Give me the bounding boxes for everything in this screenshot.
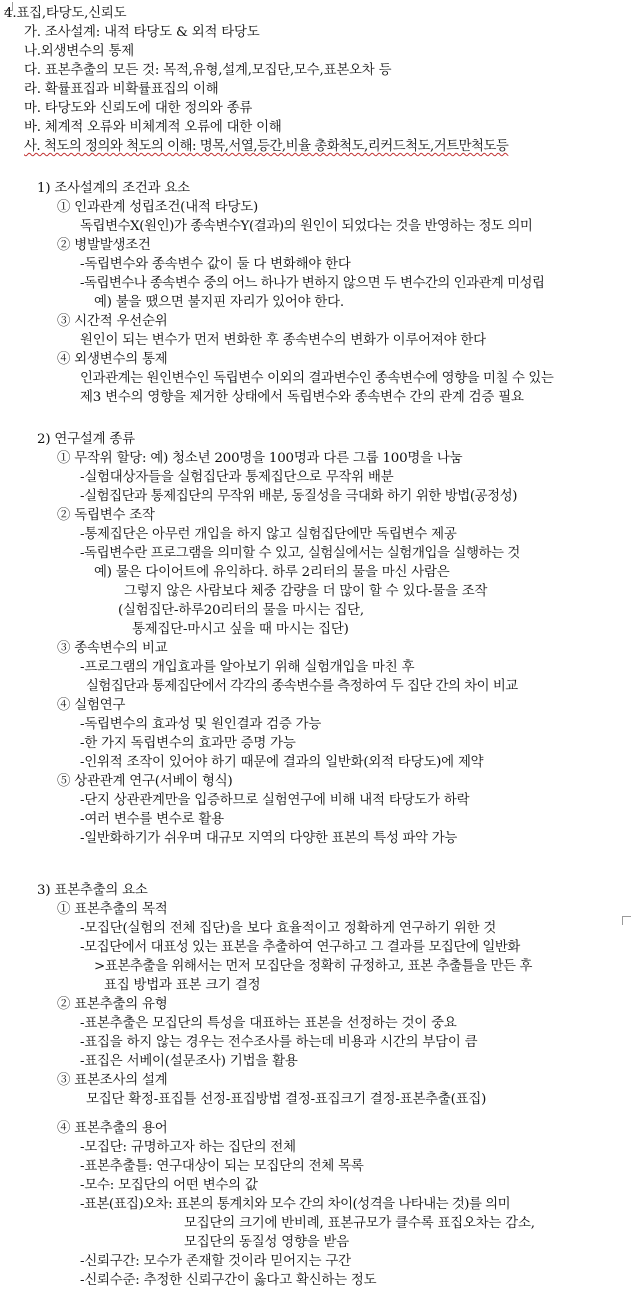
body-line: -표본(표집)오차: 표본의 통계치와 모수 간의 차이(성격을 나타내는 것)를 의미 xyxy=(80,1197,511,1212)
overview-item: 바. 체계적 오류와 비체계적 오류에 대한 이해 xyxy=(24,120,282,135)
overview-item: 마. 타당도와 신뢰도에 대한 정의와 종류 xyxy=(24,101,253,116)
overview-item: 다. 표본추출의 모든 것: 목적,유형,설계,모집단,모수,표본오차 등 xyxy=(24,63,392,78)
body-line: -표본추출은 모집단의 특성을 대표하는 표본을 선정하는 것이 중요 xyxy=(80,1016,457,1031)
body-line: -모집단: 규명하고자 하는 집단의 전체 xyxy=(80,1140,296,1155)
subsection-heading: ① 표본추출의 목적 xyxy=(57,902,168,917)
subsection-heading: ④ 표본추출의 용어 xyxy=(57,1121,168,1136)
body-line: 원인이 되는 변수가 먼저 변화한 후 종속변수의 변화가 이루어져야 한다 xyxy=(80,333,486,348)
body-line: -실험집단과 통제집단의 무작위 배분, 동질성을 극대화 하기 위한 방법(공정성) xyxy=(80,489,518,504)
subsection-heading: ③ 시간적 우선순위 xyxy=(57,314,168,329)
subsection-heading: ③ 표본조사의 설계 xyxy=(57,1073,168,1088)
body-line: 독립변수X(원인)가 종속변수Y(결과)의 원인이 되었다는 것을 반영하는 정도 의미 xyxy=(80,219,533,234)
body-line: -여러 변수를 변수로 활용 xyxy=(80,812,224,827)
body-line: -단지 상관관계만을 입증하므로 실험연구에 비해 내적 타당도가 하락 xyxy=(80,793,470,808)
body-line: -표본추출틀: 연구대상이 되는 모집단의 전체 목록 xyxy=(80,1159,364,1174)
body-line: -통제집단은 아무런 개입을 하지 않고 실험집단에만 독립변수 제공 xyxy=(80,527,457,542)
body-line: 표집 방법과 표본 크기 결정 xyxy=(104,978,261,993)
body-line: -실험대상자들을 실험집단과 통제집단으로 무작위 배분 xyxy=(80,470,394,485)
subsection-heading: ① 인과관계 성립조건(내적 타당도) xyxy=(57,200,258,215)
body-line: -모수: 모집단의 어떤 변수의 값 xyxy=(80,1178,258,1193)
body-line: 예) 불을 땠으면 불지핀 자리가 있어야 한다. xyxy=(94,295,344,310)
overview-item: 라. 확률표집과 비확률표집의 이해 xyxy=(24,82,219,97)
body-line: 실험집단과 통제집단에서 각각의 종속변수를 측정하여 두 집단 간의 차이 비교 xyxy=(86,679,518,694)
body-line: -표집은 서베이(설문조사) 기법을 활용 xyxy=(80,1054,298,1069)
overview-item: 나.외생변수의 통제 xyxy=(24,44,134,59)
subsection-heading: ① 무작위 할당: 예) 청소년 200명을 100명과 다른 그룹 100명을 나눔 xyxy=(57,451,463,466)
subsection-heading: ② 표본추출의 유형 xyxy=(57,997,168,1012)
body-line: -모집단(실험의 전체 집단)을 보다 효율적이고 정확하게 연구하기 위한 것 xyxy=(80,921,497,936)
body-line: 제3 변수의 영향을 제거한 상태에서 독립변수와 종속변수 간의 관계 검증 필요 xyxy=(80,390,524,405)
body-line: (실험집단-하루20리터의 물을 마시는 집단, xyxy=(118,603,364,618)
overview-item: 사. 척도의 정의와 척도의 이해: 명목,서열,등간,비율 총화척도,리커드척도,거트만척도등 xyxy=(24,139,509,154)
section-title: 1) 조사설계의 조건과 요소 xyxy=(37,181,190,196)
body-line: 모집단의 동질성 영향을 받음 xyxy=(184,1235,349,1250)
body-line: -프로그램의 개입효과를 알아보기 위해 실험개입을 마친 후 xyxy=(80,660,415,675)
subsection-heading: ② 병발발생조건 xyxy=(57,238,151,253)
body-line: -신뢰수준: 추정한 신뢰구간이 옳다고 확신하는 정도 xyxy=(80,1273,377,1288)
body-line: 인과관계는 원인변수인 독립변수 이외의 결과변수인 종속변수에 영향을 미칠 수 있는 xyxy=(80,371,554,386)
body-line: -한 가지 독립변수의 효과만 증명 가능 xyxy=(80,736,296,751)
section-title: 3) 표본추출의 요소 xyxy=(37,883,148,898)
subsection-heading: ⑤ 상관관계 연구(서베이 형식) xyxy=(57,774,233,789)
section-title: 2) 연구설계 종류 xyxy=(37,432,135,447)
body-line: >표본추출을 위해서는 먼저 모집단을 정확히 규정하고, 표본 추출틀을 만든 후 xyxy=(94,959,532,974)
document-heading: 4.표집,타당도,신뢰도 xyxy=(4,6,127,21)
body-line: -독립변수란 프로그램을 의미할 수 있고, 실험실에서는 실험개입을 실행하는 것 xyxy=(80,546,520,561)
body-line: -모집단에서 대표성 있는 표본을 추출하여 연구하고 그 결과를 모집단에 일반화 xyxy=(80,940,520,955)
body-line: -신뢰구간: 모수가 존재할 것이라 믿어지는 구간 xyxy=(80,1254,351,1269)
body-line: -일반화하기가 쉬우며 대규모 지역의 다양한 표본의 특성 파악 가능 xyxy=(80,831,458,846)
overview-item: 가. 조사설계: 내적 타당도 & 외적 타당도 xyxy=(24,25,260,40)
subsection-heading: ③ 종속변수의 비교 xyxy=(57,641,168,656)
body-line: -인위적 조작이 있어야 하기 때문에 결과의 일반화(외적 타당도)에 제약 xyxy=(80,755,484,770)
body-line: -독립변수와 종속변수 값이 둘 다 변화해야 한다 xyxy=(80,257,351,272)
body-line: 모집단 확정-표집틀 선정-표집방법 결정-표집크기 결정-표본추출(표집) xyxy=(86,1092,487,1107)
subsection-heading: ④ 외생변수의 통제 xyxy=(57,352,168,367)
body-line: 통제집단-마시고 싶을 때 마시는 집단) xyxy=(132,622,349,637)
body-line: -독립변수의 효과성 및 원인결과 검증 가능 xyxy=(80,717,322,732)
page-corner-mark xyxy=(622,916,631,925)
body-line: -독립변수나 종속변수 중의 어느 하나가 변하지 않으면 두 변수간의 인과관계 미성립 xyxy=(80,276,545,291)
body-line: 모집단의 크기에 반비례, 표본규모가 클수록 표집오차는 감소, xyxy=(184,1216,535,1231)
body-line: -표집을 하지 않는 경우는 전수조사를 하는데 비용과 시간의 부담이 큼 xyxy=(80,1035,478,1050)
subsection-heading: ② 독립변수 조작 xyxy=(57,508,155,523)
body-line: 그렇지 않은 사람보다 체중 감량을 더 많이 할 수 있다-물을 조작 xyxy=(124,584,488,599)
subsection-heading: ④ 실험연구 xyxy=(57,698,126,713)
body-line: 예) 물은 다이어트에 유익하다. 하루 2리터의 물을 마신 사람은 xyxy=(94,565,450,580)
